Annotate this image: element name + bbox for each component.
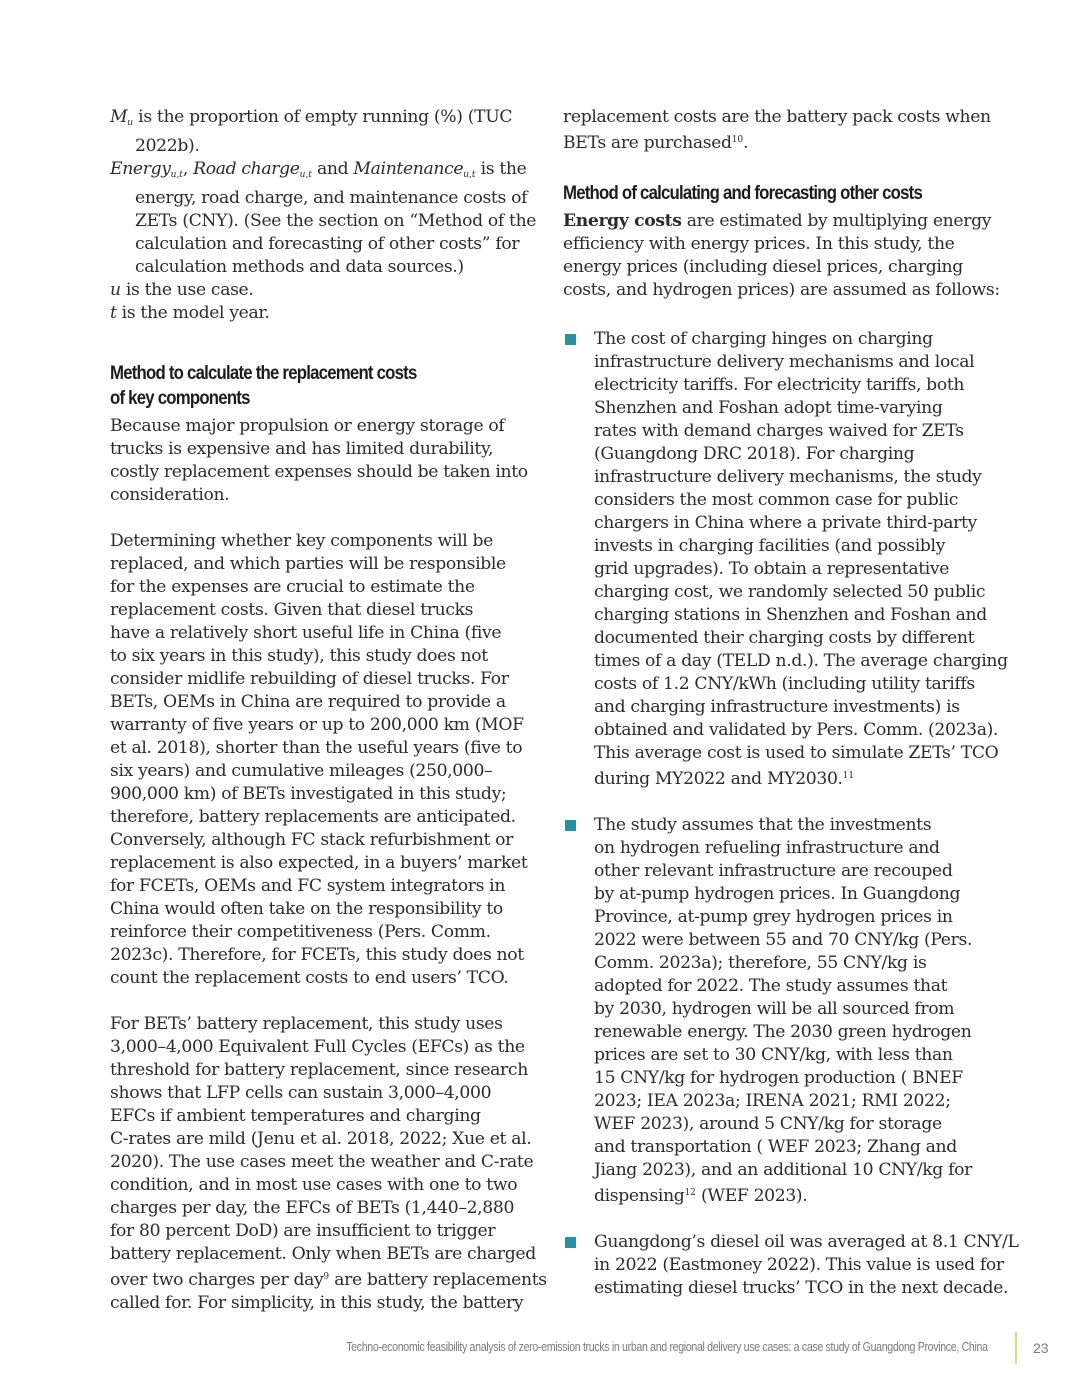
text-line: calculation methods and data sources.): [135, 257, 464, 277]
paragraph-battery-replacement: For BETs’ battery replacement, this study uses 3,000–4,000 Equivalent Full Cycles (EFCs) as the threshold for battery replacement, since research shows that LFP cells can sustain 3,000–4,000 EFCs if ambient temperatures and charging C-rates are mild (Jenu et al. 2018, 2022; Xue et al. 2020). The use cases meet the weather and C-rate condition, and in most use cases with one to two charges per day, the EFCs of BETs (1,440–2,880 for 80 percent DoD) are insufficient to trigger battery replacement. Only when BETs are charged over two charges per day$^9$ are battery replacements called for. For simplicity, in this study, the battery: [110, 1014, 547, 1313]
paragraph-intro: Because major propulsion or energy storage of trucks is expensive and has limited durability, costly replacement expenses should be taken into consideration.: [110, 416, 528, 505]
paragraph-continuation: replacement costs are the battery pack costs when BETs are purchased$^{10}$.: [563, 107, 991, 153]
square-bullet-icon: [565, 1237, 576, 1248]
section-heading-other-costs: Method of calculating and forecasting other costs: [563, 182, 923, 204]
paragraph-energy-costs: Energy costs are estimated by multiplying energy efficiency with energy prices. In this study, the energy prices (including diesel prices, charging costs, and hydrogen prices) are assumed as follows:: [563, 211, 1000, 300]
right-column: [563, 106, 1019, 1300]
page-number: 23: [1033, 1340, 1049, 1356]
footnote-ref-12[interactable]: 12: [684, 1188, 696, 1198]
text-line: calculation and forecasting of other costs” for: [135, 234, 520, 254]
definition-mu: $M_u$ is the proportion of empty running (%) (TUC: [110, 107, 513, 128]
text-line: energy, road charge, and maintenance costs of: [135, 188, 528, 208]
definition-mu-cont: 2022b).: [135, 136, 200, 156]
bullet-diesel-price: Guangdong’s diesel oil was averaged at 8.1 CNY/L in 2022 (Eastmoney 2022). This value is used for estimating diesel trucks’ TCO in the next decade.: [563, 1231, 978, 1300]
variable-definitions: [110, 106, 537, 325]
text-line: ZETs (CNY). (See the section on “Method of the: [135, 211, 537, 231]
footnote-ref-9[interactable]: 9: [323, 1272, 330, 1282]
definition-energy: Energy$_{u,t}$, Road charge$_{u,t}$ and Maintenance$_{u,t}$ is the: [110, 159, 527, 180]
page-footer: [0, 1332, 1080, 1364]
section-heading-replacement: Method to calculate the replacement costs of key components: [110, 362, 417, 409]
footnote-ref-11[interactable]: 11: [842, 771, 855, 781]
square-bullet-icon: [565, 334, 576, 345]
square-bullet-icon: [565, 820, 576, 831]
footer-divider: [1015, 1332, 1017, 1364]
report-title: Techno-economic feasibility analysis of zero-emission trucks in urban and regional delivery use cases: a case study of Guangdong Province, China: [346, 1340, 988, 1354]
definition-t: t is the model year.: [110, 303, 270, 323]
left-column: [110, 106, 547, 1315]
bullet-hydrogen-prices: The study assumes that the investments on hydrogen refueling infrastructure and other relevant infrastructure are recouped by at-pump hydrogen prices. In Guangdong Province, at-pump grey hydrogen prices in 2022 were between 55 and 70 CNY/kg (Pers. Comm. 2023a); therefore, 55 CNY/kg is adopted for 2022. The study assumes that by 2030, hydrogen will be all sourced from renewable energy. The 2030 green hydrogen prices are set to 30 CNY/kg, with less than 15 CNY/kg for hydrogen production ( BNEF 2023; IEA 2023a; IRENA 2021; RMI 2022; WEF 2023), around 5 CNY/kg for storage and transportation ( WEF 2023; Zhang and Jiang 2023), and an additional 10 CNY/kg for dispensing$^{12}$ (WEF 2023).: [563, 814, 978, 1208]
definition-u: u is the use case.: [110, 280, 254, 300]
bullet-charging-cost: The cost of charging hinges on charging infrastructure delivery mechanisms and local electricity tariffs. For electricity tariffs, both Shenzhen and Foshan adopt time-varying rates with demand charges waived for ZETs (Guangdong DRC 2018). For charging infrastructure delivery mechanisms, the study considers the most common case for public chargers in China where a private third-party invests in charging facilities (and possibly grid upgrades). To obtain a representative charging cost, we randomly selected 50 public charging stations in Shenzhen and Foshan and documented their charging costs by different times of a day (TELD n.d.). The average charging costs of 1.2 CNY/kWh (including utility tariffs and charging infrastructure investments) is obtained and validated by Pers. Comm. (2023a). This average cost is used to simulate ZETs’ TCO during MY2022 and MY2030.11: [563, 328, 978, 791]
footnote-ref-10[interactable]: 10: [731, 135, 744, 145]
paragraph-key-components: Determining whether key components will be replaced, and which parties will be responsible for the expenses are crucial to estimate the replacement costs. Given that diesel trucks have a relatively short useful life in China (five to six years in this study), this study does not consider midlife rebuilding of diesel trucks. For BETs, OEMs in China are required to provide a warranty of five years or up to 200,000 km (MOF et al. 2018), shorter than the useful years (five to six years) and cumulative mileages (250,000– 900,000 km) of BETs investigated in this study; therefore, battery replacements are anticipated. Conversely, although FC stack refurbishment or replacement is also expected, in a buyers’ market for FCETs, OEMs and FC system integrators in China would often take on the responsibility to reinforce their competitiveness (Pers. Comm. 2023c). Therefore, for FCETs, this study does not count the replacement costs to end users’ TCO.: [110, 531, 528, 988]
term-energy-costs: Energy costs: [563, 211, 682, 231]
